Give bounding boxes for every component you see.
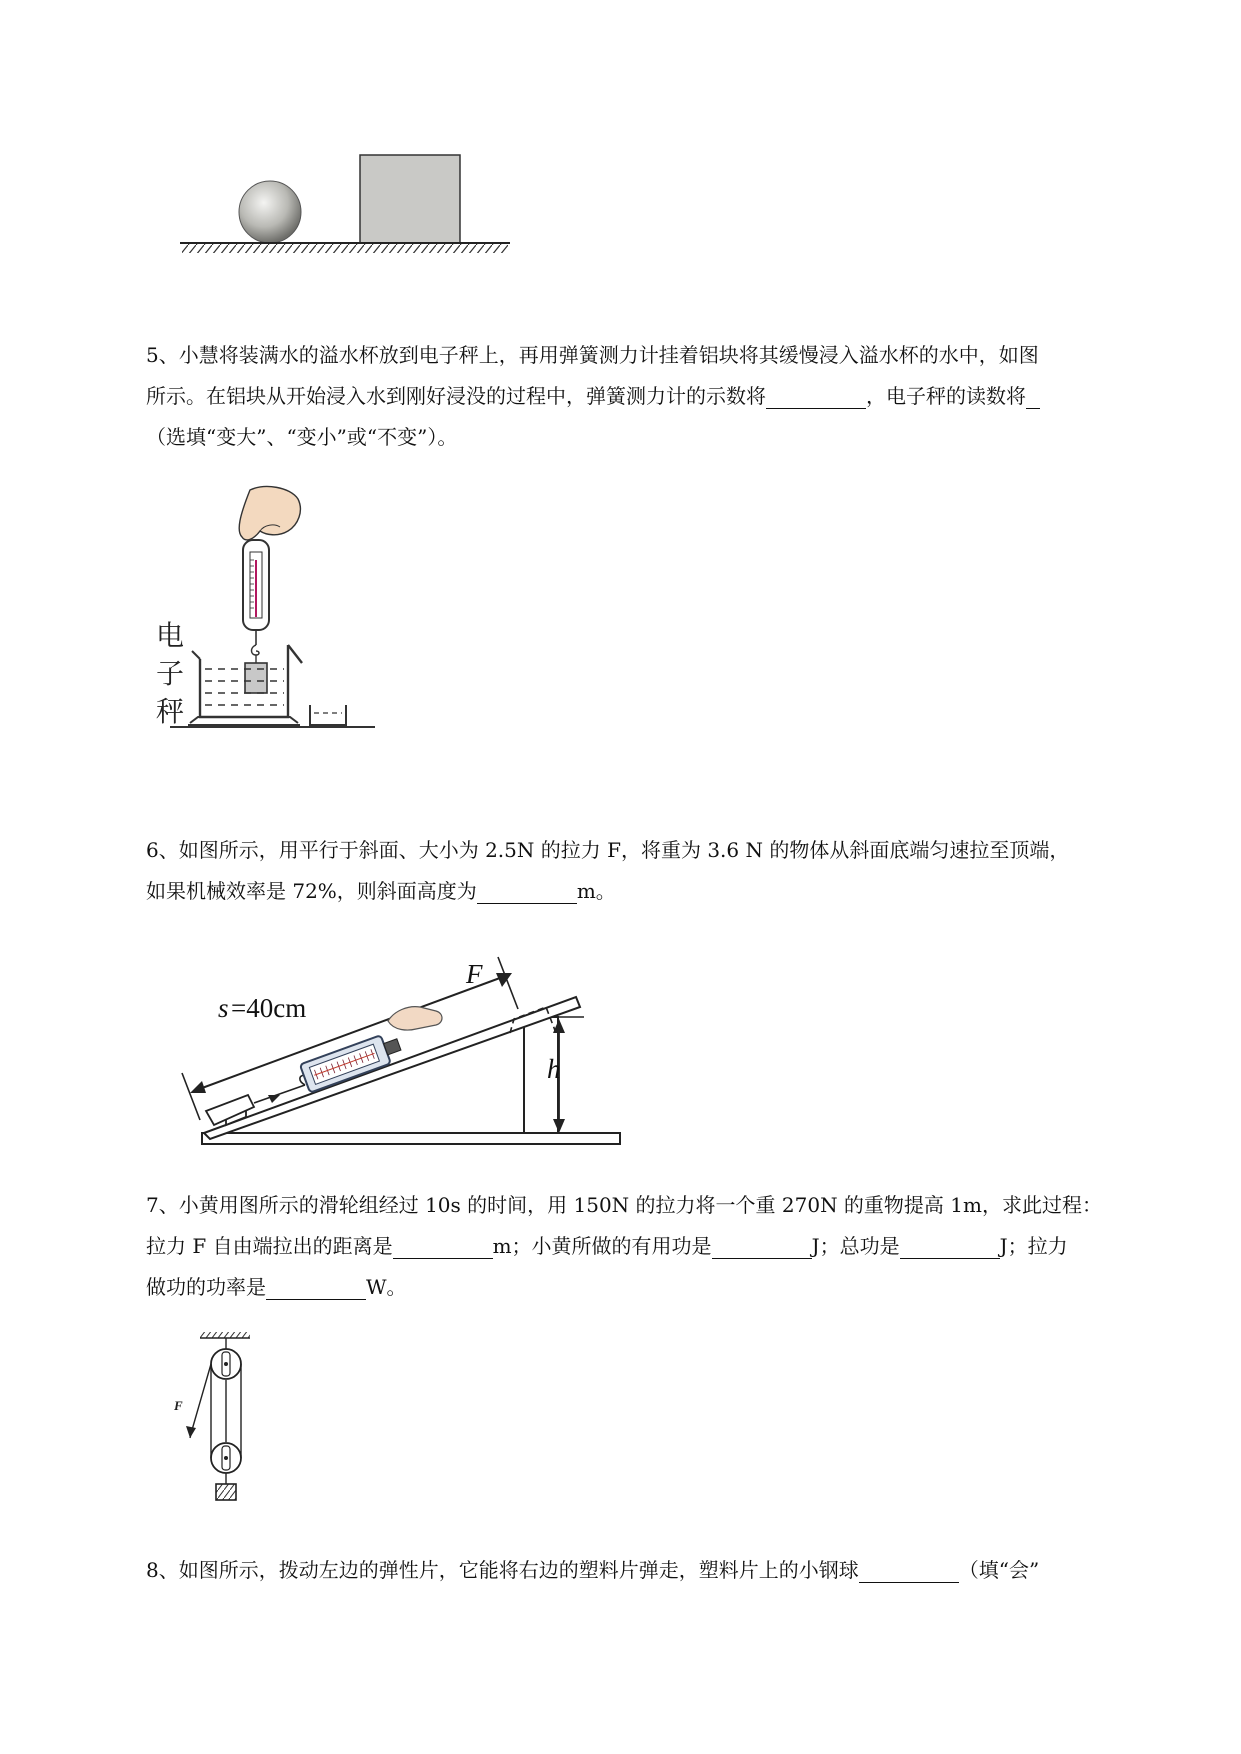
weight — [216, 1484, 236, 1500]
q7-blank-1[interactable] — [393, 1234, 493, 1259]
q5-blank-2[interactable] — [1026, 384, 1040, 409]
overflow-cup — [200, 659, 288, 717]
scale-label-2: 子 — [156, 659, 185, 690]
height-label: h — [547, 1054, 561, 1084]
q5-line2: 所示。在铝块从开始浸入水到刚好浸没的过程中，弹簧测力计的示数将 ，电子秤的读数将 — [146, 376, 1156, 417]
q7-line2: 拉力 F 自由端拉出的距离是 m；小黄所做的有用功是 J；总功是 J；拉力 — [146, 1234, 1068, 1258]
q6-blank-1[interactable] — [477, 879, 577, 904]
figure-inclined-plane — [180, 945, 640, 1150]
figure-ball-and-block — [180, 155, 520, 305]
scale-label-3: 秤 — [156, 697, 185, 728]
question-7 — [146, 1185, 1156, 1308]
distance-var: s — [218, 993, 229, 1023]
question-8 — [146, 1550, 1156, 1591]
q7-line1: 7、小黄用图所示的滑轮组经过 10s 的时间，用 150N 的拉力将一个重 270N 的重物提高 1m，求此过程： — [146, 1193, 1102, 1217]
q7-blank-2[interactable] — [712, 1234, 812, 1259]
q5-line1: 5、小慧将装满水的溢水杯放到电子秤上，再用弹簧测力计挂着铝块将其缓慢浸入溢水杯的水中，如图 — [146, 343, 1039, 367]
q6-line2: 如果机械效率是 72%，则斜面高度为 m。 — [146, 879, 616, 903]
q7-blank-3[interactable] — [900, 1234, 1000, 1259]
q5-line3: （选填“变大”、“变小”或“不变”）。 — [146, 425, 458, 449]
question-5 — [146, 335, 1156, 458]
ball — [239, 181, 301, 243]
pulley-force-label: F — [174, 1398, 183, 1413]
q7-line3: 做功的功率是 W。 — [146, 1275, 407, 1299]
q6-line1: 6、如图所示，用平行于斜面、大小为 2.5N 的拉力 F，将重为 3.6 N 的物体从斜面底端匀速拉至顶端， — [146, 838, 1070, 862]
figure-pulley-system — [170, 1330, 280, 1510]
q7-blank-4[interactable] — [266, 1275, 366, 1300]
force-label: F — [466, 959, 483, 989]
hand-icon — [239, 487, 300, 540]
aluminum-block — [245, 663, 267, 693]
distance-value: =40cm — [231, 993, 307, 1023]
block — [360, 155, 460, 243]
collecting-cup — [310, 705, 346, 725]
hand-icon — [388, 1007, 442, 1030]
electronic-scale — [190, 717, 298, 723]
question-6 — [146, 830, 1156, 912]
q8-blank-1[interactable] — [859, 1558, 959, 1583]
q8-line1: 8、如图所示，拨动左边的弹性片，它能将右边的塑料片弹走，塑料片上的小钢球 （填“会” — [146, 1558, 1040, 1582]
scale-label-1: 电 — [156, 621, 185, 652]
q5-blank-1[interactable] — [766, 384, 866, 409]
figure-overflow-cup-scale — [156, 485, 400, 790]
